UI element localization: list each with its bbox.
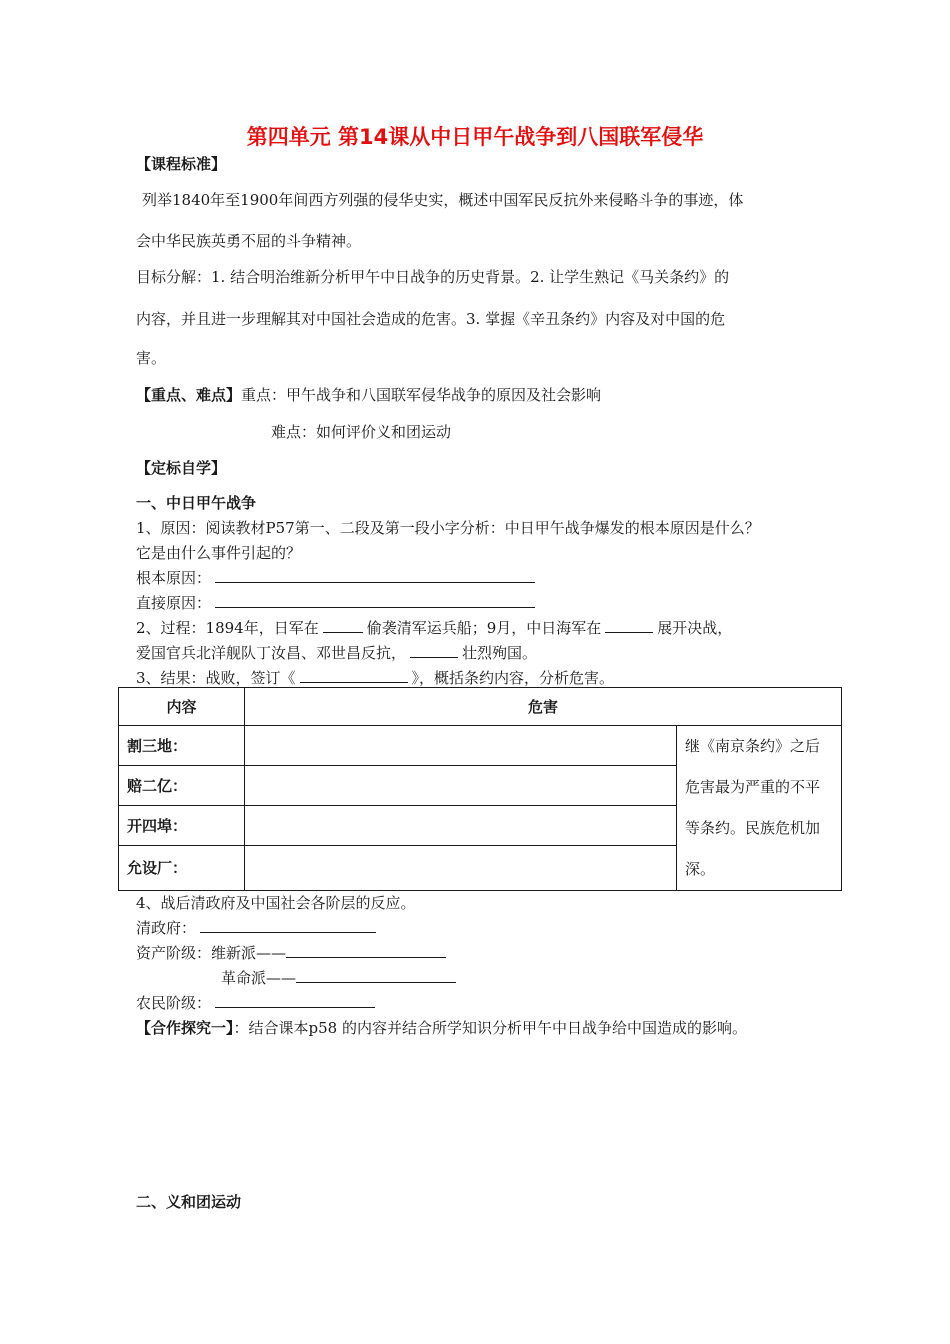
direct-cause-row [136,592,539,613]
qing-label: 清政府： [136,919,197,937]
header-harm: 危害 [245,688,842,726]
header-content: 内容 [119,688,245,726]
root-cause-label: 根本原因： [136,569,212,587]
reformers-label: 维新派—— [211,944,287,962]
root-cause-blank[interactable] [215,568,535,583]
peasants-blank[interactable] [215,993,375,1008]
location-blank-2[interactable] [605,618,653,633]
revolutionaries-label: 革命派—— [221,969,297,987]
revolutionaries-row [221,967,460,988]
course-standard-line-1: 列举1840年至1900年间西方列强的侵华史实，概述中国军民反抗外来侵略斗争的事迹，体 [142,191,744,209]
row-label-factories: 允设厂： [119,845,245,890]
objectives-line-3: 害。 [136,349,167,367]
reformers-blank[interactable] [286,943,446,958]
revolutionaries-blank[interactable] [296,968,456,983]
question-2-text-d: 爱国官兵北洋舰队丁汝昌、邓世昌反抗， [136,644,407,662]
cooperation-heading: 【合作探究一】 [136,1019,234,1037]
difficult-point-text: 难点：如何评价义和团运动 [271,423,452,441]
table-row [119,726,842,766]
objectives-line-1: 目标分解：1. 结合明治维新分析甲午中日战争的历史背景。2. 让学生熟记《马关条约》的 [136,268,730,286]
key-point-text: 重点：甲午战争和八国联军侵华战争的原因及社会影响 [241,386,602,404]
answer-cell-indemnity[interactable] [245,765,677,805]
direct-cause-label: 直接原因： [136,594,212,612]
peasants-row [136,992,379,1013]
section-1-heading: 一、中日甲午战争 [136,494,257,512]
question-4-line: 4、战后清政府及中国社会各阶层的反应。 [136,894,416,912]
question-1-line-1: 1、原因：阅读教材P57第一、二段及第一段小字分析：中日甲午战争爆发的根本原因是什么？ [136,519,760,537]
question-2-text-b: 偷袭清军运兵船；9月，中日海军在 [366,619,602,637]
answer-cell-ports[interactable] [245,805,677,845]
table-header-row [119,688,842,726]
cooperation-text: ：结合课本p58 的内容并结合所学知识分析甲午中日战争给中国造成的影响。 [233,1019,747,1037]
treaty-blank[interactable] [300,668,408,683]
cooperation-line [136,1017,747,1038]
qing-row [136,917,380,938]
question-2-line-2 [136,642,537,663]
self-study-heading: 【定标自学】 [136,459,227,477]
row-label-indemnity: 赔二亿： [119,765,245,805]
question-3-line [136,667,614,688]
question-2-text-a: 2、过程：1894年，日军在 [136,619,319,637]
row-label-cede: 割三地： [119,726,245,766]
question-1-line-2: 它是由什么事件引起的？ [136,544,302,562]
bourgeois-row [136,942,450,963]
root-cause-row [136,567,539,588]
harm-note: 继《南京条约》之后危害最为严重的不平等条约。民族危机加深。 [677,726,842,891]
question-3-text-b: 》，概括条约内容，分析危害。 [411,669,615,687]
direct-cause-blank[interactable] [215,593,535,608]
hero-blank[interactable] [410,643,458,658]
course-standard-heading: 【课程标准】 [136,155,227,173]
treaty-table [118,687,842,891]
peasants-label: 农民阶级： [136,994,212,1012]
key-points-line [136,384,601,405]
answer-cell-cede[interactable] [245,726,677,766]
objectives-line-2: 内容，并且进一步理解其对中国社会造成的危害。3. 掌握《辛丑条约》内容及对中国的危 [136,310,726,328]
question-2-line-1 [136,617,732,638]
question-3-text-a: 3、结果：战败，签订《 [136,669,296,687]
key-points-heading: 【重点、难点】 [136,386,242,404]
row-label-ports: 开四埠： [119,805,245,845]
question-2-text-e: 壮烈殉国。 [462,644,538,662]
question-2-text-c: 展开决战， [657,619,733,637]
location-blank-1[interactable] [323,618,363,633]
course-standard-line-2: 会中华民族英勇不屈的斗争精神。 [136,232,362,250]
qing-blank[interactable] [200,918,376,933]
page-title: 第四单元 第14课从中日甲午战争到八国联军侵华 [246,125,704,149]
section-2-heading: 二、义和团运动 [136,1193,242,1211]
answer-cell-factories[interactable] [245,845,677,890]
bourgeois-label: 资产阶级： [136,944,212,962]
